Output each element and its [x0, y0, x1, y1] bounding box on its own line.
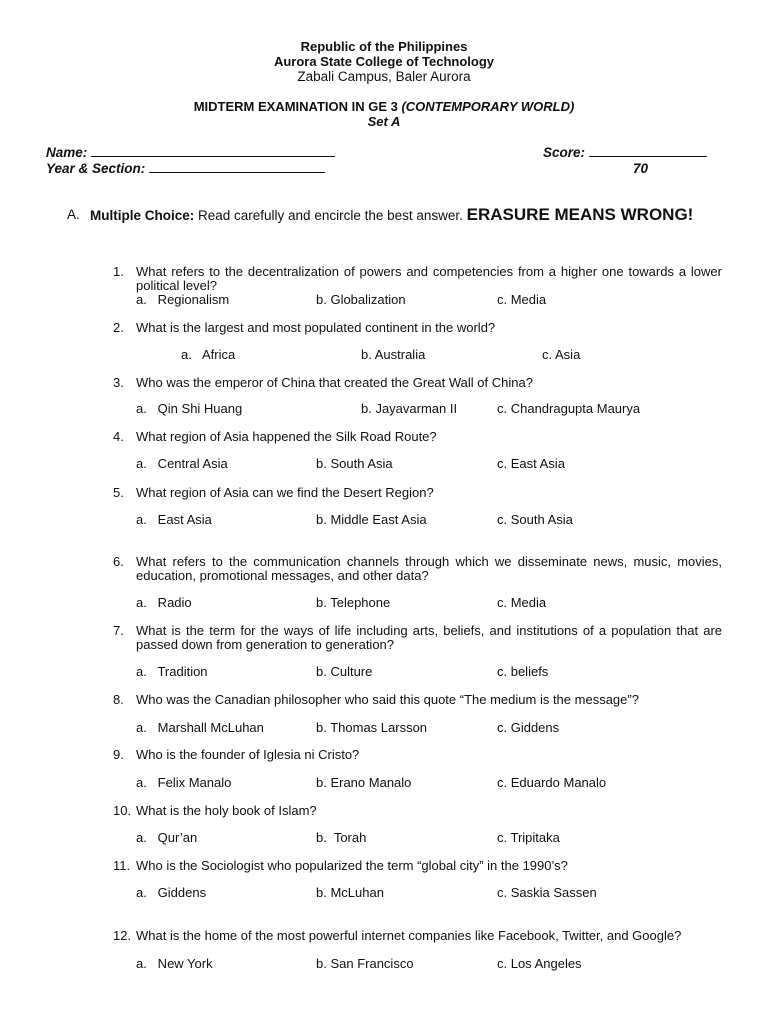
question-11-option-b[interactable]: b. McLuhan	[316, 885, 384, 900]
question-12-option-c[interactable]: c. Los Angeles	[497, 956, 582, 971]
section-instructions	[67, 205, 707, 226]
exam-title-course: (CONTEMPORARY WORLD)	[401, 99, 575, 114]
question-text: What region of Asia can we find the Desert Region?	[136, 485, 434, 500]
exam-title	[0, 99, 768, 129]
question-7-option-b[interactable]: b. Culture	[316, 664, 373, 679]
question-5-option-b[interactable]: b. Middle East Asia	[316, 512, 427, 527]
question-number: 1.	[113, 264, 124, 279]
section-letter: A.	[67, 207, 80, 222]
name-label: Name:	[46, 145, 88, 160]
question-5-option-a[interactable]: a. East Asia	[136, 512, 212, 527]
question-text: What refers to the communication channels through which we disseminate news, music, movies, education, promotional messages, and other data?	[136, 554, 722, 583]
question-text: Who was the emperor of China that created the Great Wall of China?	[136, 375, 533, 390]
question-number: 8.	[113, 692, 124, 707]
question-7	[113, 624, 722, 652]
question-number: 9.	[113, 747, 124, 762]
question-number: 5.	[113, 485, 124, 500]
question-3-option-c[interactable]: c. Chandragupta Maurya	[497, 401, 641, 416]
question-text: What is the term for the ways of life including arts, beliefs, and institutions of a population that are passed down from generation to generation?	[136, 623, 722, 652]
question-1-option-b[interactable]: b. Globalization	[316, 292, 406, 307]
question-11-option-c[interactable]: c. Saskia Sassen	[497, 885, 597, 900]
question-5-option-c[interactable]: c. South Asia	[497, 512, 573, 527]
question-8-option-a[interactable]: a. Marshall McLuhan	[136, 720, 264, 735]
question-text: What refers to the decentralization of powers and competencies from a higher one towards a lower political level?	[136, 264, 722, 293]
question-9-option-b[interactable]: b. Erano Manalo	[316, 775, 412, 790]
question-7-option-a[interactable]: a. Tradition	[136, 664, 208, 679]
question-text: Who is the Sociologist who popularized the term “global city” in the 1990’s?	[136, 858, 568, 873]
question-2	[113, 321, 722, 335]
score-field[interactable]	[543, 145, 707, 161]
question-number: 11.	[113, 858, 131, 873]
section-instruction: Read carefully and encircle the best answer.	[194, 208, 467, 223]
year-section-field[interactable]	[46, 161, 325, 177]
question-number: 2.	[113, 320, 124, 335]
question-12	[113, 929, 722, 943]
question-6	[113, 555, 722, 583]
score-blank[interactable]	[589, 145, 707, 157]
year-section-blank[interactable]	[149, 161, 325, 173]
section-body	[90, 205, 707, 226]
year-section-label: Year & Section:	[46, 161, 146, 176]
question-10-option-b[interactable]: b. Torah	[316, 830, 367, 845]
exam-title-line	[0, 99, 768, 114]
question-2-option-a[interactable]: a. Africa	[181, 347, 236, 362]
campus-line: Zabali Campus, Baler Aurora	[297, 69, 471, 84]
question-6-option-b[interactable]: b. Telephone	[316, 595, 391, 610]
school-name: Aurora State College of Technology	[273, 54, 495, 69]
name-field[interactable]	[46, 145, 335, 161]
question-7-option-c[interactable]: c. beliefs	[497, 664, 549, 679]
question-4-option-c[interactable]: c. East Asia	[497, 456, 565, 471]
question-3	[113, 376, 722, 390]
question-text: What is the largest and most populated continent in the world?	[136, 320, 496, 335]
question-1-option-c[interactable]: c. Media	[497, 292, 547, 307]
question-4-option-b[interactable]: b. South Asia	[316, 456, 393, 471]
question-6-option-a[interactable]: a. Radio	[136, 595, 192, 610]
question-5	[113, 486, 722, 500]
question-number: 10.	[113, 803, 132, 818]
question-9-option-c[interactable]: c. Eduardo Manalo	[497, 775, 607, 790]
question-10-option-c[interactable]: c. Tripitaka	[497, 830, 560, 845]
school-header	[0, 39, 768, 84]
exam-title-main: MIDTERM EXAMINATION IN GE 3	[193, 99, 402, 114]
question-text: What is the holy book of Islam?	[136, 803, 317, 818]
question-9	[113, 748, 722, 762]
question-6-option-c[interactable]: c. Media	[497, 595, 547, 610]
question-number: 12.	[113, 928, 132, 943]
question-3-option-a[interactable]: a. Qin Shi Huang	[136, 401, 243, 416]
question-8	[113, 693, 722, 707]
question-number: 3.	[113, 375, 124, 390]
question-4	[113, 430, 722, 444]
country-line: Republic of the Philippines	[300, 39, 468, 54]
question-3-option-b[interactable]: b. Jayavarman II	[361, 401, 458, 416]
question-11-option-a[interactable]: a. Giddens	[136, 885, 207, 900]
name-blank[interactable]	[91, 145, 335, 157]
exam-set: Set A	[367, 114, 401, 129]
question-12-option-a[interactable]: a. New York	[136, 956, 213, 971]
question-1-option-a[interactable]: a. Regionalism	[136, 292, 230, 307]
question-number: 6.	[113, 554, 124, 569]
question-text: Who is the founder of Iglesia ni Cristo?	[136, 747, 360, 762]
question-10	[113, 804, 722, 818]
question-4-option-a[interactable]: a. Central Asia	[136, 456, 228, 471]
question-number: 4.	[113, 429, 124, 444]
question-10-option-a[interactable]: a. Qur’an	[136, 830, 198, 845]
question-2-option-c[interactable]: c. Asia	[542, 347, 581, 362]
section-heading: Multiple Choice:	[90, 208, 195, 223]
question-2-option-b[interactable]: b. Australia	[361, 347, 426, 362]
question-8-option-b[interactable]: b. Thomas Larsson	[316, 720, 428, 735]
question-8-option-c[interactable]: c. Giddens	[497, 720, 560, 735]
question-12-option-b[interactable]: b. San Francisco	[316, 956, 414, 971]
question-number: 7.	[113, 623, 124, 638]
question-text: Who was the Canadian philosopher who said this quote “The medium is the message”?	[136, 692, 639, 707]
question-1	[113, 265, 722, 293]
question-11	[113, 859, 722, 873]
erasure-warning: ERASURE MEANS WRONG!	[466, 205, 694, 224]
question-text: What is the home of the most powerful internet companies like Facebook, Twitter, and Google?	[136, 928, 682, 943]
question-9-option-a[interactable]: a. Felix Manalo	[136, 775, 232, 790]
score-label: Score:	[543, 145, 586, 160]
score-total: 70	[633, 161, 649, 176]
question-text: What region of Asia happened the Silk Road Route?	[136, 429, 437, 444]
